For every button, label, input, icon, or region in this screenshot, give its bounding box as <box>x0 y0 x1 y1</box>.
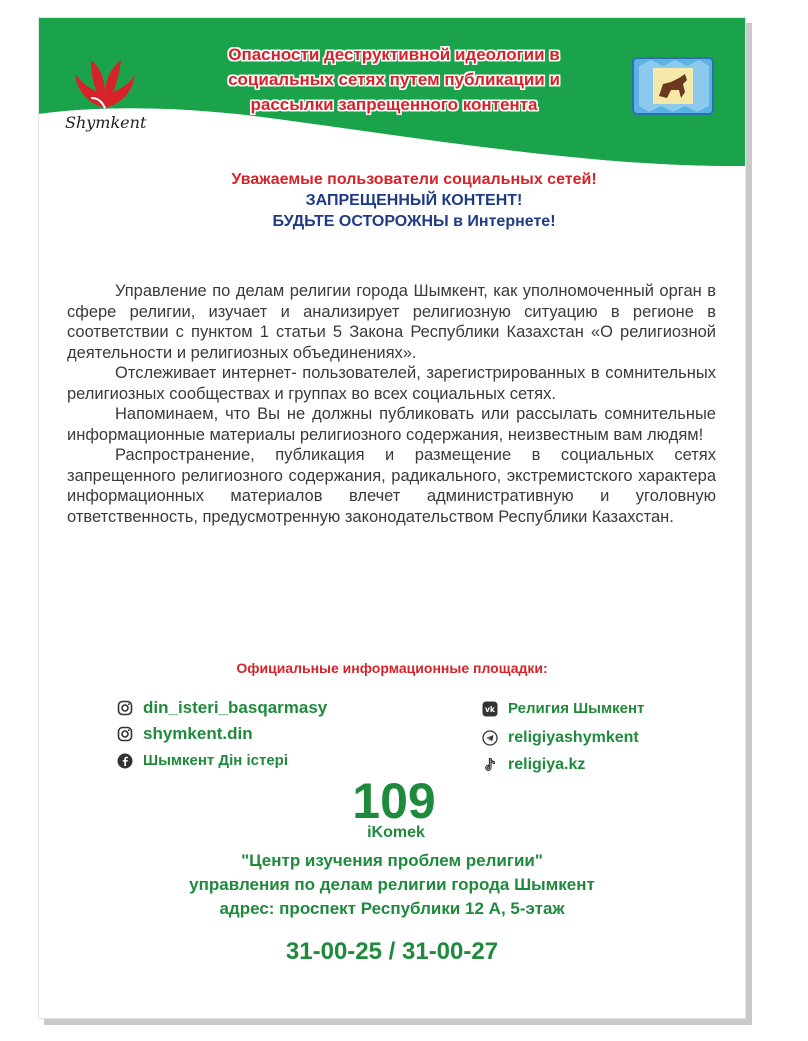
link-vk[interactable] <box>482 700 644 717</box>
department-name: управления по делам религии города Шымкент <box>189 875 595 894</box>
header-title-line: рассылки запрещенного контента <box>250 95 538 114</box>
body-text <box>67 281 716 527</box>
shymkent-logo <box>61 54 151 140</box>
facebook-icon <box>117 753 133 769</box>
intro-caution-rest: в Интернете! <box>448 213 556 230</box>
emblem-logo <box>631 56 715 116</box>
instagram-icon <box>117 726 133 742</box>
link-label: religiya.kz <box>508 756 586 773</box>
body-paragraph: Напоминаем, что Вы не должны публиковать или рассылать сомнительные информационные материалы религиозного содержания, неизвестным вам людям! <box>67 405 716 444</box>
center-name: "Центр изучения проблем религии" <box>241 851 543 870</box>
phone-numbers: 31-00-25 / 31-00-27 <box>285 938 499 965</box>
link-label: shymkent.din <box>143 724 253 743</box>
flyer-sheet <box>38 17 746 1019</box>
platforms-title: Официальные информационные площадки: <box>236 660 548 676</box>
vk-icon <box>482 701 498 717</box>
svg-text:Shymkent: Shymkent <box>65 113 147 132</box>
link-facebook[interactable] <box>117 752 288 769</box>
hotline-label: iKomek <box>367 824 425 841</box>
instagram-icon <box>117 700 133 716</box>
link-label: Шымкент Дін істері <box>143 752 289 769</box>
tulip-logo-icon <box>61 54 151 140</box>
body-paragraph: Распространение, публикация и размещение в социальных сетях запрещенного религиозного содержания, радикального, экстремистского характера информационных материалов влечет административную и уголовную ответственность, предусмотренную законодательством Республики Казахстан. <box>67 446 716 526</box>
link-telegram[interactable] <box>482 729 639 747</box>
link-instagram-din-isteri[interactable] <box>117 698 327 718</box>
horse-emblem-icon <box>631 56 715 116</box>
link-instagram-shymkent-din[interactable] <box>117 724 253 744</box>
intro-caution-caps: БУДЬТЕ ОСТОРОЖНЫ <box>272 213 449 230</box>
link-label: din_isteri_basqarmasy <box>143 698 328 717</box>
intro-warning: ЗАПРЕЩЕННЫЙ КОНТЕНТ! <box>305 192 523 209</box>
link-label: religiyashymkent <box>508 729 639 746</box>
header-title <box>189 42 599 117</box>
link-tiktok[interactable] <box>482 756 585 774</box>
body-paragraph: Управление по делам религии города Шымкент, как уполномоченный орган в сфере религии, изучает и анализирует религиозную ситуацию в регионе в соответствии с пунктом 1 статьи 5 Закона Республики Казахстан «О религиозной деятельности и религиозных объединениях». <box>67 282 716 362</box>
address: адрес: проспект Республики 12 А, 5-этаж <box>219 899 565 918</box>
hotline-number: 109 <box>352 773 436 829</box>
intro-caution <box>159 211 669 232</box>
header-title-line: социальных сетях путем публикации и <box>228 70 560 89</box>
telegram-icon <box>482 730 498 746</box>
link-label: Религия Шымкент <box>508 700 645 717</box>
body-paragraph: Отслеживает интернет- пользователей, зарегистрированных в сомнительных религиозных сообществах и группах во всех социальных сетях. <box>67 364 716 403</box>
svg-text:vk: vk <box>485 704 495 714</box>
header-title-line: Опасности деструктивной идеологии в <box>228 45 560 64</box>
intro-greeting: Уважаемые пользователи социальных сетей! <box>231 171 597 188</box>
tiktok-icon <box>482 757 498 773</box>
